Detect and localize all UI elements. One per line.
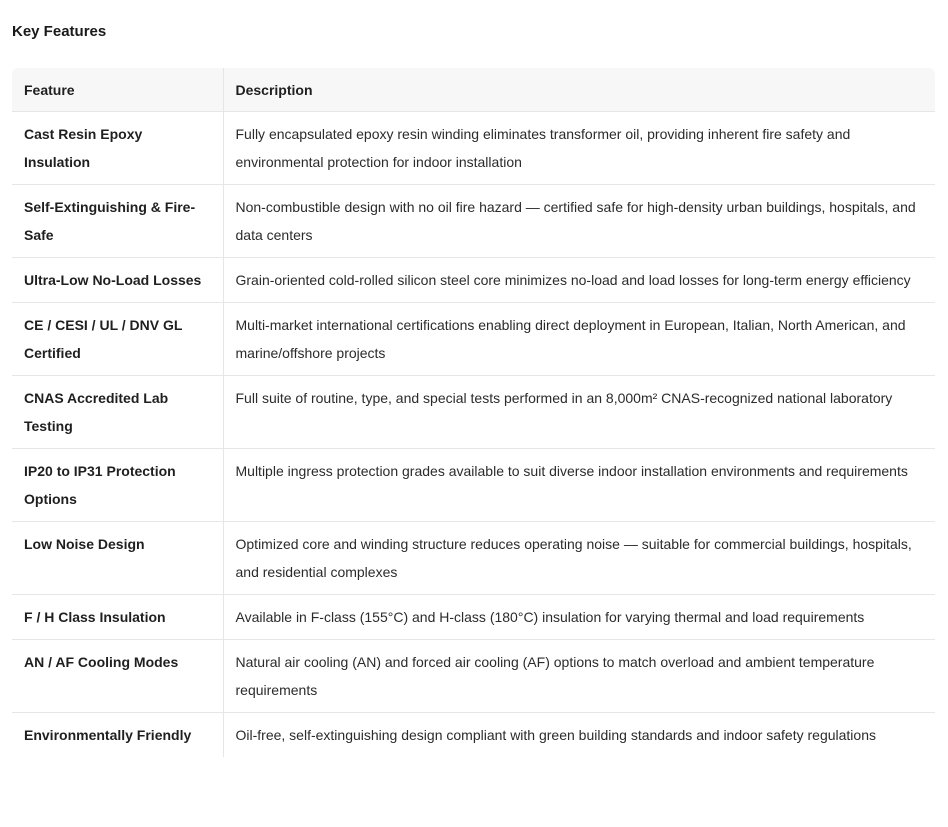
header-row [12, 68, 935, 112]
description-cell: Oil-free, self-extinguishing design compliant with green building standards and indoor safety regulations [223, 713, 935, 758]
column-header-description: Description [223, 68, 935, 112]
description-cell: Fully encapsulated epoxy resin winding eliminates transformer oil, providing inherent fire safety and environmental protection for indoor installation [223, 112, 935, 185]
table-header [12, 68, 935, 112]
description-cell: Natural air cooling (AN) and forced air cooling (AF) options to match overload and ambient temperature requirements [223, 640, 935, 713]
description-cell: Multiple ingress protection grades available to suit diverse indoor installation environments and requirements [223, 449, 935, 522]
features-table-container [12, 68, 935, 757]
table-row [12, 258, 935, 303]
description-cell: Optimized core and winding structure reduces operating noise — suitable for commercial buildings, hospitals, and residential complexes [223, 522, 935, 595]
table-row [12, 640, 935, 713]
description-cell: Grain-oriented cold-rolled silicon steel core minimizes no-load and load losses for long-term energy efficiency [223, 258, 935, 303]
feature-cell: CE / CESI / UL / DNV GL Certified [12, 303, 223, 376]
feature-cell: F / H Class Insulation [12, 595, 223, 640]
table-row [12, 713, 935, 758]
feature-cell: CNAS Accredited Lab Testing [12, 376, 223, 449]
column-header-feature: Feature [12, 68, 223, 112]
table-row [12, 112, 935, 185]
table-row [12, 303, 935, 376]
description-cell: Non-combustible design with no oil fire hazard — certified safe for high-density urban buildings, hospitals, and data centers [223, 185, 935, 258]
description-cell: Full suite of routine, type, and special tests performed in an 8,000m² CNAS-recognized national laboratory [223, 376, 935, 449]
table-row [12, 595, 935, 640]
feature-cell: Low Noise Design [12, 522, 223, 595]
table-row [12, 522, 935, 595]
feature-cell: AN / AF Cooling Modes [12, 640, 223, 713]
table-body [12, 112, 935, 758]
table-row [12, 185, 935, 258]
description-cell: Multi-market international certifications enabling direct deployment in European, Italian, North American, and marine/offshore projects [223, 303, 935, 376]
feature-cell: IP20 to IP31 Protection Options [12, 449, 223, 522]
features-table [12, 68, 935, 757]
feature-cell: Environmentally Friendly [12, 713, 223, 758]
feature-cell: Self-Extinguishing & Fire-Safe [12, 185, 223, 258]
description-cell: Available in F-class (155°C) and H-class (180°C) insulation for varying thermal and load requirements [223, 595, 935, 640]
feature-cell: Ultra-Low No-Load Losses [12, 258, 223, 303]
table-row [12, 449, 935, 522]
section-heading: Key Features [12, 23, 107, 40]
feature-cell: Cast Resin Epoxy Insulation [12, 112, 223, 185]
table-row [12, 376, 935, 449]
